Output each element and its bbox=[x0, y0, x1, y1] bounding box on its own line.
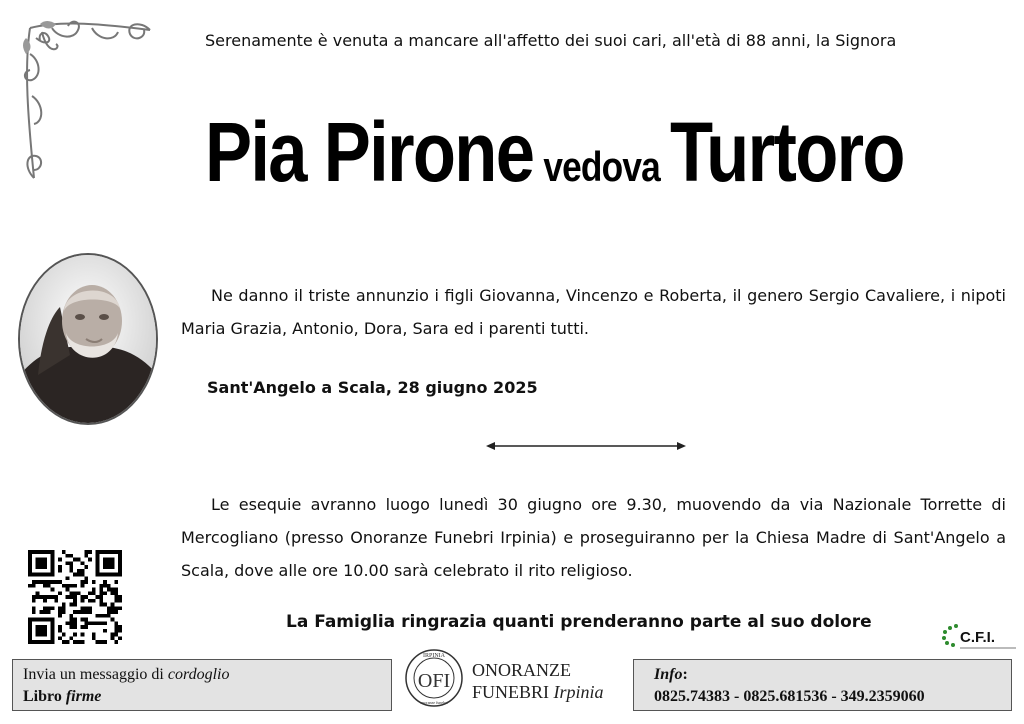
info-label: Info: bbox=[654, 666, 688, 683]
double-arrow-icon bbox=[486, 440, 686, 452]
announcement-text: Ne danno il triste annunzio i figli Giovanna, Vincenzo e Roberta, il genero Sergio Cavaliere, i nipoti Maria Grazia, Antonio, Dora, Sara ed i parenti tutti. bbox=[181, 286, 1006, 338]
firm-seal-logo bbox=[404, 647, 464, 709]
firm-name bbox=[472, 659, 604, 703]
svg-text:OFI: OFI bbox=[417, 670, 451, 692]
funeral-paragraph bbox=[181, 488, 1006, 587]
cfi-logo bbox=[940, 620, 1018, 652]
svg-text:IRPINIA: IRPINIA bbox=[423, 653, 445, 659]
place-date: Sant'Angelo a Scala, 28 giugno 2025 bbox=[207, 378, 538, 397]
portrait-photo bbox=[18, 253, 158, 425]
guestbook-line[interactable]: Libro firme bbox=[23, 688, 102, 705]
svg-text:onoranze funebri: onoranze funebri bbox=[420, 700, 448, 705]
name-connector: vedova bbox=[543, 143, 660, 190]
firm-line1: ONORANZE bbox=[472, 660, 571, 680]
condolence-box[interactable] bbox=[12, 659, 392, 711]
thanks-text: La Famiglia ringrazia quanti prenderanno parte al suo dolore bbox=[286, 612, 872, 632]
corner-flourish-icon bbox=[22, 18, 162, 188]
name-first: Pia Pirone bbox=[205, 105, 534, 199]
deceased-name bbox=[205, 104, 904, 201]
intro-text: Serenamente è venuta a mancare all'affetto dei suoi cari, all'età di 88 anni, la Signora bbox=[205, 31, 897, 50]
name-last: Turtoro bbox=[669, 105, 904, 199]
condolence-line[interactable]: Invia un messaggio di cordoglio bbox=[23, 666, 230, 683]
firm-line2: FUNEBRI Irpinia bbox=[472, 682, 604, 702]
phone-numbers[interactable]: 0825.74383 - 0825.681536 - 349.2359060 bbox=[654, 688, 925, 705]
qr-code-icon[interactable] bbox=[26, 550, 124, 644]
info-box bbox=[633, 659, 1012, 711]
announcement-paragraph bbox=[181, 279, 1006, 345]
cfi-mark: C.F.I. bbox=[960, 629, 996, 646]
funeral-text: Le esequie avranno luogo lunedì 30 giugno ore 9.30, muovendo da via Nazionale Torrette di Mercogliano (presso Onoranze Funebri Irpinia) e proseguiranno per la Chiesa Madre di Sant'Angelo a Scala, dove alle ore 10.00 sarà celebrato il rito religioso. bbox=[181, 495, 1006, 580]
